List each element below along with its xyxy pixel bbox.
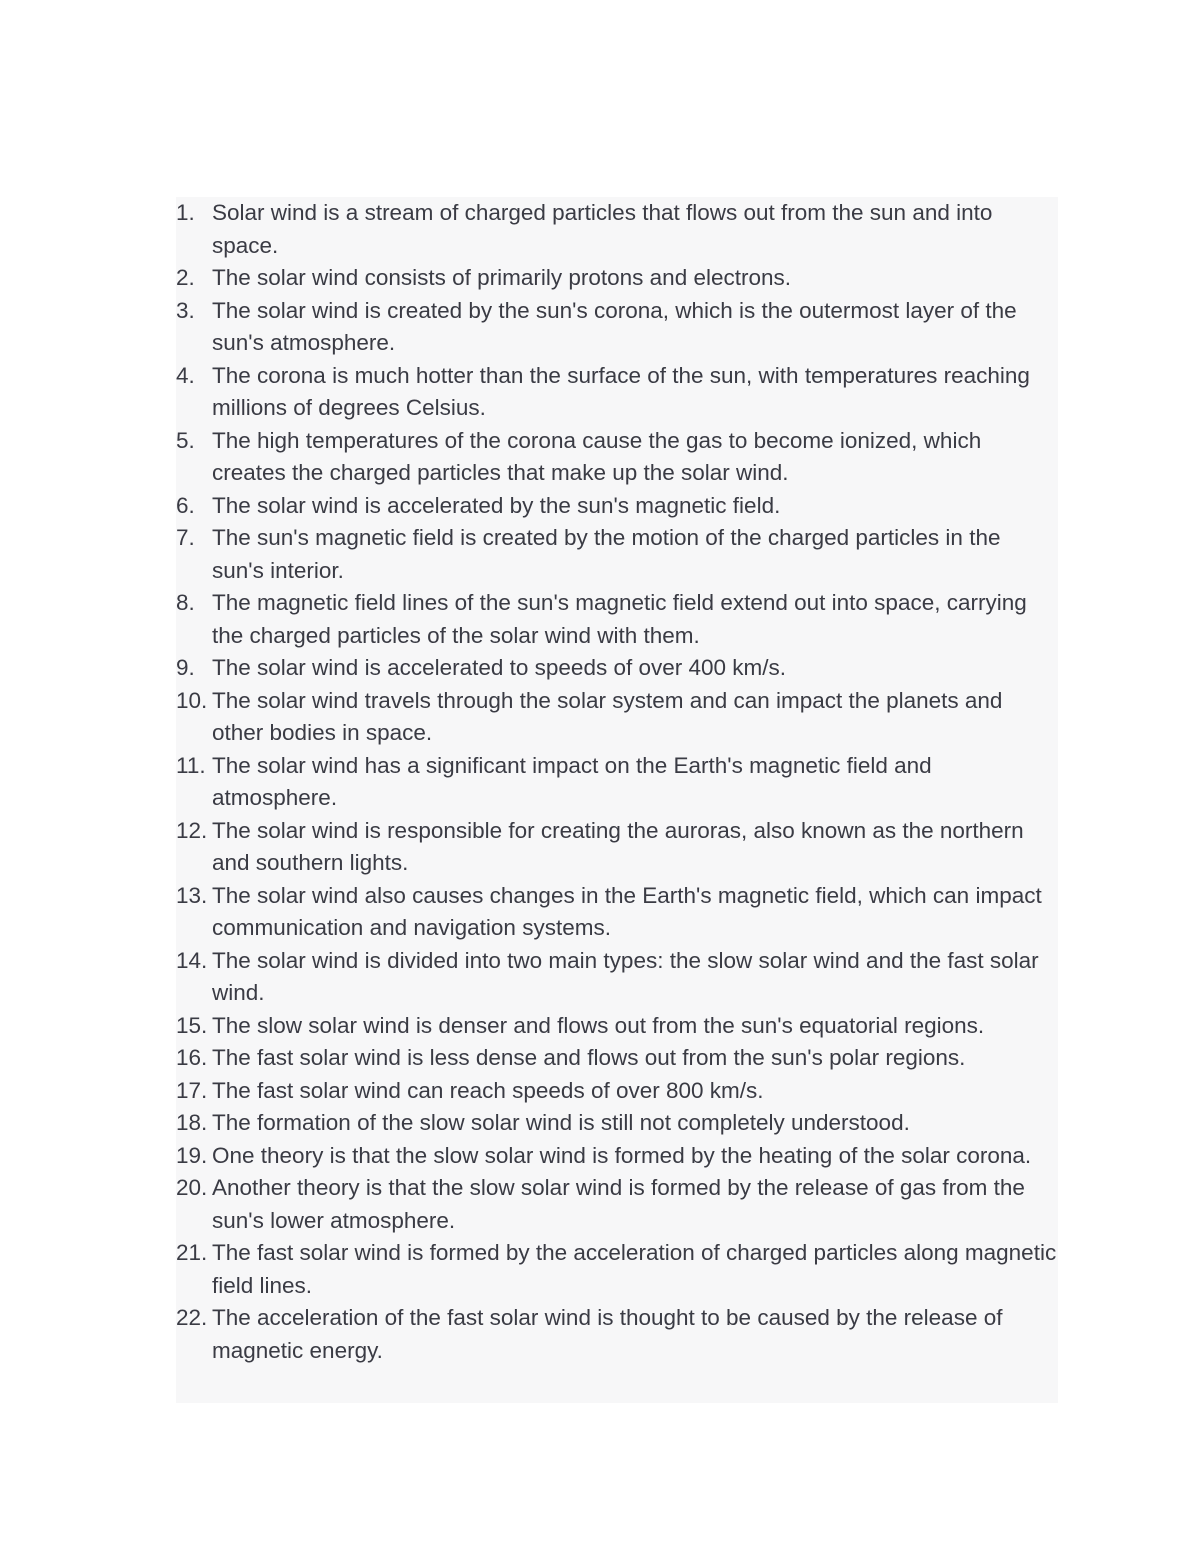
list-item-text: The solar wind is divided into two main types: the slow solar wind and the fast solar wind.	[212, 947, 1039, 1005]
list-item	[176, 1010, 1058, 1043]
list-item-number: 13.	[176, 882, 208, 908]
list-item-text: The solar wind travels through the solar system and can impact the planets and other bodies in space.	[212, 687, 1003, 745]
list-item-number: 5.	[176, 427, 195, 453]
list-item-number: 3.	[176, 297, 195, 323]
list-item-number: 16.	[176, 1045, 208, 1070]
list-item-text: The high temperatures of the corona cause the gas to become ionized, which creates the charged particles that make up the solar wind.	[212, 427, 982, 485]
list-item-text: The magnetic field lines of the sun's magnetic field extend out into space, carrying the charged particles of the solar wind with them.	[212, 590, 1027, 648]
list-item	[176, 1302, 1058, 1367]
list-item	[176, 1042, 1058, 1075]
list-item-text: The solar wind is created by the sun's corona, which is the outermost layer of the sun's atmosphere.	[212, 297, 1017, 355]
list-item	[176, 750, 1058, 815]
list-item-number: 14.	[176, 947, 208, 973]
list-item	[176, 880, 1058, 945]
list-item-number: 21.	[176, 1240, 208, 1265]
list-item-text: The solar wind is accelerated by the sun's magnetic field.	[212, 492, 781, 518]
list-item	[176, 1140, 1058, 1173]
list-item	[176, 262, 1058, 295]
list-item-text: The solar wind has a significant impact on the Earth's magnetic field and atmosphere.	[212, 752, 932, 810]
list-item-number: 8.	[176, 590, 195, 615]
list-item-number: 22.	[176, 1305, 208, 1330]
list-item-text: The sun's magnetic field is created by the motion of the charged particles in the sun's interior.	[212, 525, 1001, 583]
list-item-text: Another theory is that the slow solar wind is formed by the release of gas from the sun's lower atmosphere.	[212, 1175, 1025, 1233]
list-item	[176, 490, 1058, 523]
list-item-text: The slow solar wind is denser and flows out from the sun's equatorial regions.	[212, 1012, 985, 1038]
list-item	[176, 1172, 1058, 1237]
list-item-number: 1.	[176, 200, 195, 225]
list-item-text: Solar wind is a stream of charged particles that flows out from the sun and into space.	[212, 200, 993, 258]
list-item-text: The corona is much hotter than the surface of the sun, with temperatures reaching millions of degrees Celsius.	[212, 362, 1030, 420]
list-item-text: The fast solar wind can reach speeds of over 800 km/s.	[212, 1077, 764, 1103]
list-item-number: 4.	[176, 362, 195, 388]
list-item-text: The solar wind is responsible for creating the auroras, also known as the northern and southern lights.	[212, 817, 1024, 875]
list-item	[176, 295, 1058, 360]
list-item	[176, 425, 1058, 490]
list-item-number: 19.	[176, 1142, 208, 1168]
list-item-number: 7.	[176, 525, 195, 550]
list-item	[176, 815, 1058, 880]
list-item	[176, 1075, 1058, 1108]
list-item-number: 18.	[176, 1110, 208, 1135]
list-item-text: One theory is that the slow solar wind is formed by the heating of the solar corona.	[212, 1142, 1032, 1168]
list-item-number: 20.	[176, 1175, 208, 1200]
list-item	[176, 360, 1058, 425]
list-item-number: 11.	[176, 752, 206, 778]
list-item-text: The fast solar wind is less dense and flows out from the sun's polar regions.	[212, 1045, 966, 1070]
document-body	[176, 197, 1058, 1403]
list-item-number: 17.	[176, 1077, 208, 1103]
fact-list	[176, 197, 1058, 1367]
list-item	[176, 522, 1058, 587]
list-item-number: 2.	[176, 265, 195, 290]
list-item-number: 6.	[176, 492, 195, 518]
list-item	[176, 1237, 1058, 1302]
list-item-number: 12.	[176, 817, 208, 843]
list-item	[176, 197, 1058, 262]
list-item-text: The acceleration of the fast solar wind is thought to be caused by the release of magnetic energy.	[212, 1305, 1003, 1363]
list-item	[176, 1107, 1058, 1140]
list-item-text: The solar wind is accelerated to speeds of over 400 km/s.	[212, 655, 787, 680]
list-item-number: 10.	[176, 687, 208, 713]
list-item-text: The solar wind also causes changes in the Earth's magnetic field, which can impact communication and navigation systems.	[212, 882, 1042, 940]
list-item-number: 15.	[176, 1012, 208, 1038]
list-item	[176, 587, 1058, 652]
list-item-text: The fast solar wind is formed by the acceleration of charged particles along magnetic field lines.	[212, 1240, 1057, 1298]
list-item-number: 9.	[176, 655, 195, 680]
list-item	[176, 685, 1058, 750]
list-item-text: The formation of the slow solar wind is still not completely understood.	[212, 1110, 910, 1135]
list-item	[176, 945, 1058, 1010]
list-item-text: The solar wind consists of primarily protons and electrons.	[212, 265, 792, 290]
list-item	[176, 652, 1058, 685]
